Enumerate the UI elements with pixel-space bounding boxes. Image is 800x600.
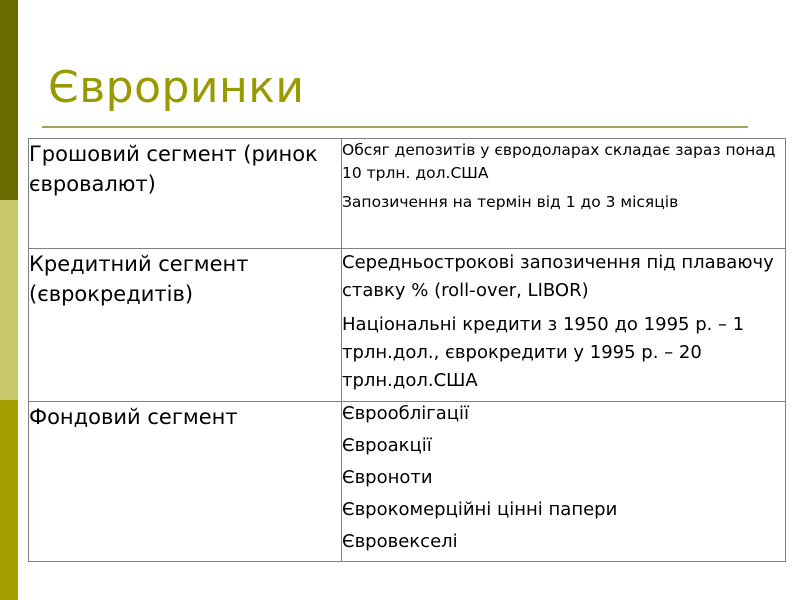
description-item: Євроакції	[342, 435, 432, 456]
description-item: Середньострокові запозичення під плаваючу ставку % (roll-over, LIBOR)	[342, 252, 774, 301]
description-item: Євровекселі	[342, 531, 458, 552]
eurmarkets-table	[28, 138, 786, 562]
description-item: Запозичення на термін від 1 до 3 місяців	[342, 193, 679, 211]
description-item: Єврокомерційні цінні папери	[342, 499, 618, 520]
side-bar-segment-dark	[0, 0, 18, 200]
side-bar-segment-light	[0, 200, 18, 400]
side-bar-segment-mid	[0, 400, 18, 600]
slide-title: Євроринки	[48, 62, 305, 113]
segment-cell: Грошовий сегмент (ринок євровалют)	[29, 139, 342, 249]
description-cell	[342, 139, 786, 249]
segment-cell: Кредитний сегмент (єврокредитів)	[29, 249, 342, 402]
table-row	[29, 249, 786, 402]
description-cell	[342, 402, 786, 562]
table-row	[29, 402, 786, 562]
description-item: Євроноти	[342, 467, 433, 488]
title-underline	[42, 126, 748, 128]
description-item: Національні кредити з 1950 до 1995 р. – 1 трлн.дол., єврокредити у 1995 р. – 20 трлн.дол.США	[342, 314, 745, 391]
table-row	[29, 139, 786, 249]
description-item: Обсяг депозитів у євродоларах складає зараз понад 10 трлн. дол.США	[342, 141, 776, 182]
decorative-side-bar	[0, 0, 18, 600]
description-cell	[342, 249, 786, 402]
description-item: Єврооблігації	[342, 403, 469, 424]
segment-cell: Фондовий сегмент	[29, 402, 342, 562]
